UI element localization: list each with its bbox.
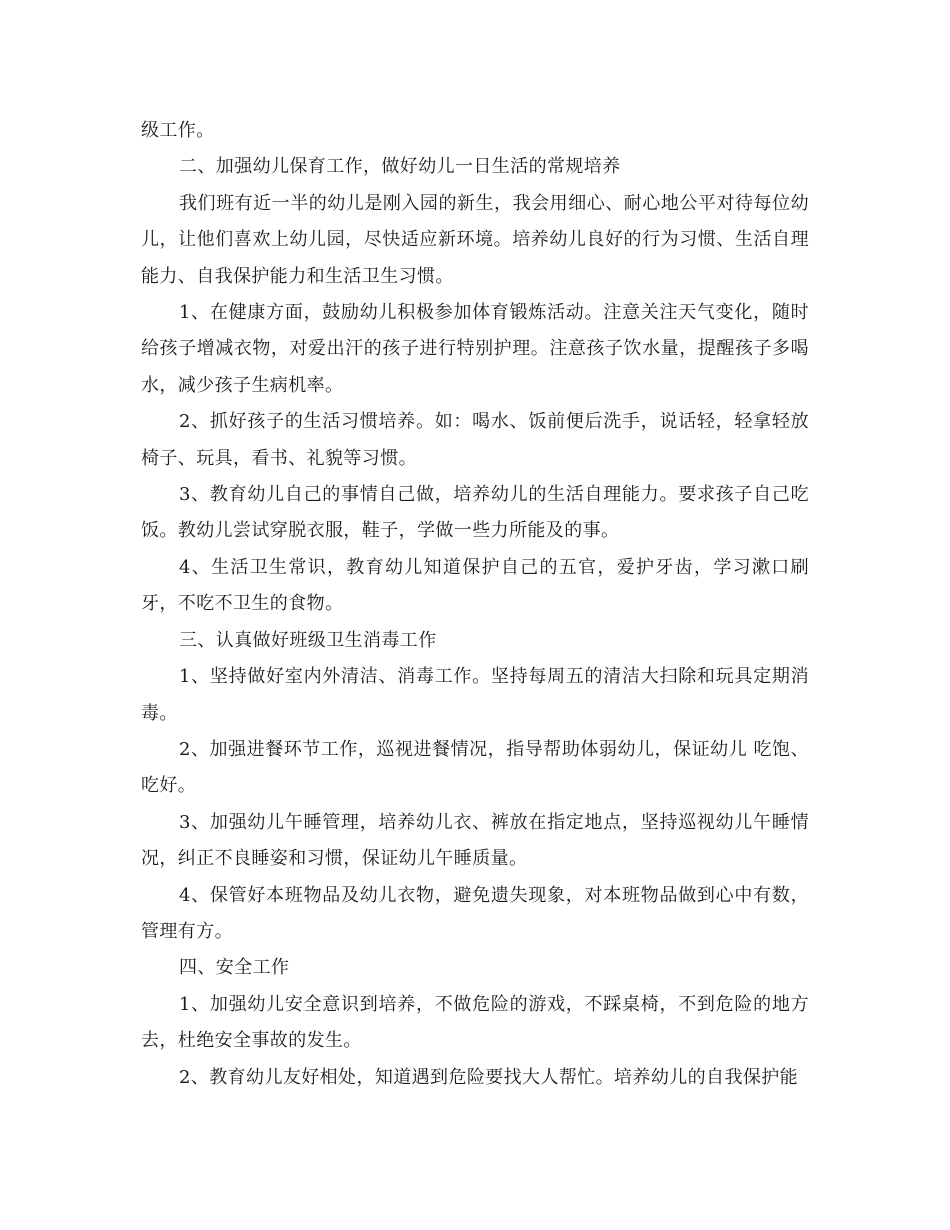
list-item-self-care: 3、教育幼儿自己的事情自己做，培养幼儿的生活自理能力。要求孩子自己吃饭。教幼儿尝试穿脱衣服，鞋子，学做一些力所能及的事。 [141, 484, 809, 542]
paragraph-intro: 我们班有近一半的幼儿是刚入园的新生，我会用细心、耐心地公平对待每位幼儿，让他们喜欢上幼儿园，尽快适应新环境。培养幼儿良好的行为习惯、生活自理能力、自我保护能力和生活卫生习惯。 [141, 192, 809, 287]
list-item-getting-along: 2、教育幼儿友好相处，知道遇到危险要找大人帮忙。培养幼儿的自我保护能 [179, 1066, 799, 1088]
paragraph-continuation: 级工作。 [141, 120, 215, 141]
section-heading-disinfection: 三、认真做好班级卫生消毒工作 [179, 629, 437, 651]
section-heading-safety: 四、安全工作 [179, 957, 290, 979]
list-item-habits: 2、抓好孩子的生活习惯培养。如：喝水、饭前便后洗手，说话轻，轻拿轻放椅子、玩具，看书、礼貌等习惯。 [141, 411, 809, 469]
list-item-health: 1、在健康方面，鼓励幼儿积极参加体育锻炼活动。注意关注天气变化，随时给孩子增减衣物，对爱出汗的孩子进行特别护理。注意孩子饮水量，提醒孩子多喝水，减少孩子生病机率。 [141, 302, 809, 396]
list-item-hygiene: 4、生活卫生常识，教育幼儿知道保护自己的五官，爱护牙齿，学习漱口刷牙，不吃不卫生的食物。 [141, 556, 809, 615]
list-item-nap: 3、加强幼儿午睡管理，培养幼儿衣、裤放在指定地点，坚持巡视幼儿午睡情况，纠正不良睡姿和习惯，保证幼儿午睡质量。 [141, 811, 809, 870]
list-item-meals: 2、加强进餐环节工作，巡视进餐情况，指导帮助体弱幼儿，保证幼儿 吃饱、吃好。 [141, 738, 809, 797]
document-body [141, 113, 809, 1096]
list-item-safety-awareness: 1、加强幼儿安全意识到培养，不做危险的游戏，不踩桌椅，不到危险的地方去，杜绝安全事故的发生。 [141, 993, 809, 1052]
list-item-cleaning: 1、坚持做好室内外清洁、消毒工作。坚持每周五的清洁大扫除和玩具定期消毒。 [141, 666, 809, 724]
list-item-belongings: 4、保管好本班物品及幼儿衣物，避免遗失现象，对本班物品做到心中有数，管理有方。 [141, 884, 809, 942]
section-heading-care: 二、加强幼儿保育工作，做好幼儿一日生活的常规培养 [179, 156, 621, 178]
